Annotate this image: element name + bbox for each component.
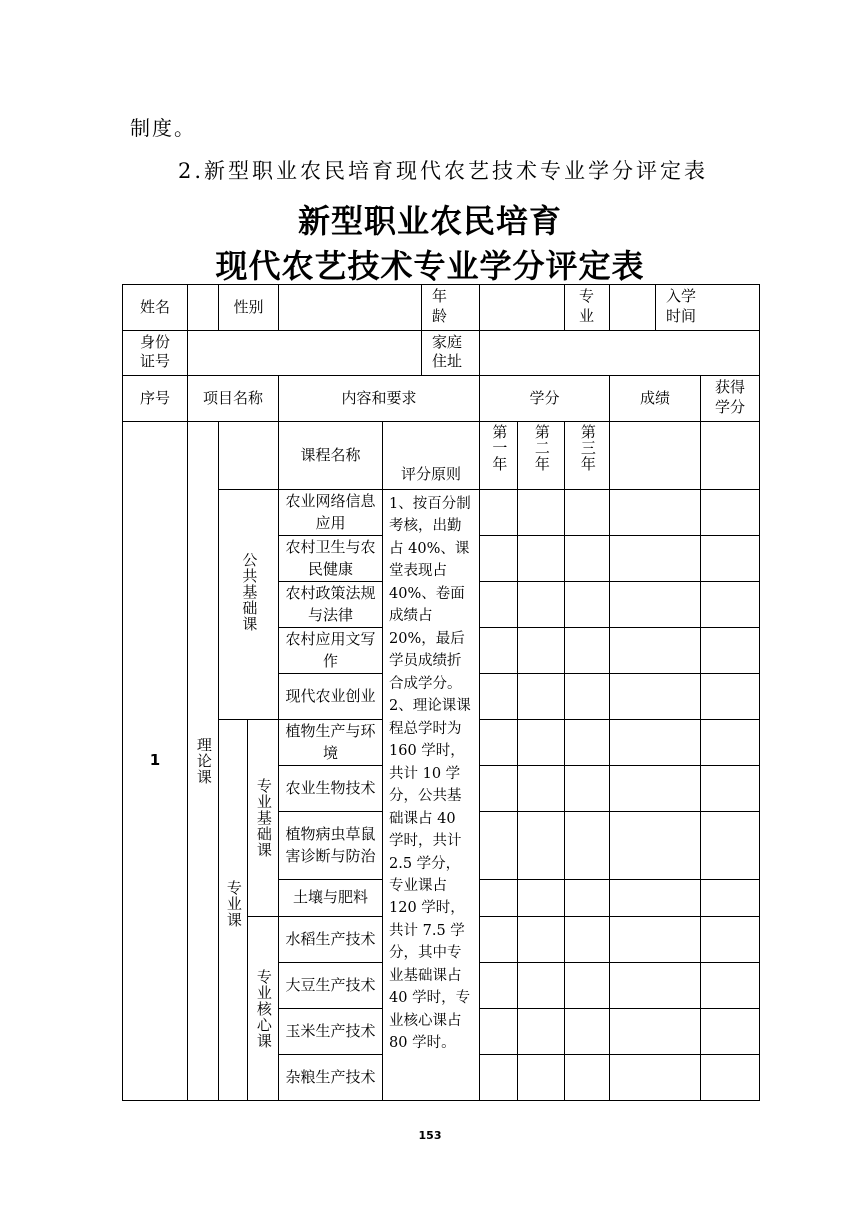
blank-subheader-cell <box>219 422 279 490</box>
course-name-header: 课程名称 <box>279 422 383 490</box>
page-number: 153 <box>418 1129 442 1142</box>
year3-cell[interactable] <box>565 880 610 917</box>
year2-header <box>518 422 565 490</box>
year1-cell[interactable] <box>480 582 518 628</box>
age-label-text: 年龄 <box>432 287 448 325</box>
year1-label: 第一年 <box>490 424 509 472</box>
age-value-cell[interactable] <box>480 285 565 331</box>
earned-cell[interactable] <box>701 917 760 963</box>
professional-label: 专业课 <box>224 880 243 928</box>
course-name: 农村政策法规与法律 <box>279 582 383 628</box>
score-cell[interactable] <box>610 582 701 628</box>
address-label-text: 家庭住址 <box>432 332 463 371</box>
major-label <box>565 285 610 331</box>
name-label: 姓名 <box>123 285 188 331</box>
course-name: 水稻生产技术 <box>279 917 383 963</box>
prof-core-label: 专业核心课 <box>254 968 273 1049</box>
public-label: 公共基础课 <box>240 552 259 632</box>
course-row <box>123 490 760 536</box>
year1-cell[interactable] <box>480 720 518 766</box>
score-cell[interactable] <box>610 536 701 582</box>
year3-cell[interactable] <box>565 963 610 1009</box>
year3-cell[interactable] <box>565 674 610 720</box>
score-cell[interactable] <box>610 422 701 490</box>
prof-core-cell <box>248 917 279 1101</box>
row-number: 1 <box>123 422 188 1101</box>
score-cell[interactable] <box>610 720 701 766</box>
year3-cell[interactable] <box>565 812 610 880</box>
earned-cell[interactable] <box>701 490 760 536</box>
earned-header <box>701 376 760 422</box>
info-row-1 <box>123 285 760 331</box>
sub-header-row <box>123 422 760 490</box>
year3-cell[interactable] <box>565 766 610 812</box>
year3-cell[interactable] <box>565 628 610 674</box>
score-cell[interactable] <box>610 963 701 1009</box>
public-cell <box>219 490 279 720</box>
course-name: 农村应用文写作 <box>279 628 383 674</box>
credit-evaluation-table <box>122 284 760 1101</box>
id-label <box>123 331 188 376</box>
seq-header: 序号 <box>123 376 188 422</box>
year1-header <box>480 422 518 490</box>
year1-cell[interactable] <box>480 490 518 536</box>
course-name: 植物生产与环境 <box>279 720 383 766</box>
year2-cell[interactable] <box>518 1009 565 1055</box>
section-title: 2.新型职业农民培育现代农艺技术专业学分评定表 <box>178 159 709 183</box>
earned-cell[interactable] <box>701 582 760 628</box>
score-cell[interactable] <box>610 917 701 963</box>
year3-cell[interactable] <box>565 917 610 963</box>
year2-cell[interactable] <box>518 674 565 720</box>
score-cell[interactable] <box>610 880 701 917</box>
course-name: 现代农业创业 <box>279 674 383 720</box>
score-cell[interactable] <box>610 1055 701 1101</box>
year3-cell[interactable] <box>565 536 610 582</box>
year1-cell[interactable] <box>480 536 518 582</box>
earned-cell[interactable] <box>701 1055 760 1101</box>
course-name: 农业生物技术 <box>279 766 383 812</box>
info-row-2 <box>123 331 760 376</box>
year3-cell[interactable] <box>565 1055 610 1101</box>
year3-cell[interactable] <box>565 582 610 628</box>
rule-text: 1、按百分制考核，出勤占 40%、课堂表现占 40%、卷面成绩占 20%，最后学员成绩折合成学分。 2、理论课课程总学时为 160 学时，共计 10 学分，公共基础课占 40 学时，共计 2.5 学分，专业课占 120 学时，共计 7.5 学分，其中专业基础课占 40 学时，专业核心课占 80 学时。 <box>383 490 480 1101</box>
score-cell[interactable] <box>610 674 701 720</box>
rule-header: 评分原则 <box>383 422 480 490</box>
score-header: 成绩 <box>610 376 701 422</box>
year2-cell[interactable] <box>518 963 565 1009</box>
theory-label: 理论课 <box>194 737 213 785</box>
major-label-text: 专业 <box>579 287 595 325</box>
earned-cell[interactable] <box>701 536 760 582</box>
credit-header: 学分 <box>480 376 610 422</box>
main-title-line2: 现代农艺技术专业学分评定表 <box>215 247 645 285</box>
id-value-cell[interactable] <box>188 331 422 376</box>
id-label-text: 身份证号 <box>139 332 170 371</box>
course-name: 农业网络信息应用 <box>279 490 383 536</box>
score-cell[interactable] <box>610 766 701 812</box>
earned-cell[interactable] <box>701 766 760 812</box>
age-label <box>422 285 480 331</box>
year2-cell[interactable] <box>518 628 565 674</box>
course-name: 大豆生产技术 <box>279 963 383 1009</box>
gender-value-cell[interactable] <box>279 285 422 331</box>
earned-cell[interactable] <box>701 880 760 917</box>
year2-cell[interactable] <box>518 917 565 963</box>
course-name: 玉米生产技术 <box>279 1009 383 1055</box>
earned-cell[interactable] <box>701 628 760 674</box>
year2-cell[interactable] <box>518 880 565 917</box>
main-title-line1: 新型职业农民培育 <box>297 202 562 240</box>
year2-cell[interactable] <box>518 720 565 766</box>
year3-cell[interactable] <box>565 1009 610 1055</box>
course-name: 土壤与肥料 <box>279 880 383 917</box>
year2-cell[interactable] <box>518 536 565 582</box>
score-cell[interactable] <box>610 1009 701 1055</box>
year1-cell[interactable] <box>480 880 518 917</box>
year1-cell[interactable] <box>480 963 518 1009</box>
course-name: 杂粮生产技术 <box>279 1055 383 1101</box>
enroll-label <box>656 285 760 331</box>
theory-cell <box>188 422 219 1101</box>
year3-cell[interactable] <box>565 720 610 766</box>
header-row <box>123 376 760 422</box>
earned-cell[interactable] <box>701 720 760 766</box>
year1-cell[interactable] <box>480 674 518 720</box>
year2-cell[interactable] <box>518 812 565 880</box>
year3-cell[interactable] <box>565 490 610 536</box>
prof-basic-label: 专业基础课 <box>254 778 273 858</box>
score-cell[interactable] <box>610 628 701 674</box>
year2-cell[interactable] <box>518 490 565 536</box>
gender-label: 性别 <box>219 285 279 331</box>
address-label <box>422 331 480 376</box>
year2-cell[interactable] <box>518 1055 565 1101</box>
earned-cell[interactable] <box>701 422 760 490</box>
year1-cell[interactable] <box>480 766 518 812</box>
earned-cell[interactable] <box>701 1009 760 1055</box>
year2-label: 第二年 <box>532 424 551 472</box>
year1-cell[interactable] <box>480 812 518 880</box>
intro-text: 制度。 <box>130 116 196 140</box>
year2-cell[interactable] <box>518 766 565 812</box>
score-cell[interactable] <box>610 490 701 536</box>
enroll-label-text: 入学时间 <box>666 287 697 325</box>
year1-cell[interactable] <box>480 1009 518 1055</box>
year2-cell[interactable] <box>518 582 565 628</box>
course-name-text: 植物病虫草鼠害诊断与防治 <box>285 824 376 865</box>
professional-cell <box>219 720 248 1101</box>
address-value-cell[interactable] <box>480 331 760 376</box>
year1-cell[interactable] <box>480 1055 518 1101</box>
major-value-cell[interactable] <box>610 285 656 331</box>
year3-label: 第三年 <box>578 424 597 472</box>
earned-cell[interactable] <box>701 674 760 720</box>
earned-cell[interactable] <box>701 963 760 1009</box>
project-header: 项目名称 <box>188 376 279 422</box>
year1-cell[interactable] <box>480 917 518 963</box>
content-header: 内容和要求 <box>279 376 480 422</box>
year3-header <box>565 422 610 490</box>
earned-cell[interactable] <box>701 812 760 880</box>
earned-header-text: 获得学分 <box>715 378 746 416</box>
year1-cell[interactable] <box>480 628 518 674</box>
name-value-cell[interactable] <box>188 285 219 331</box>
prof-basic-cell <box>248 720 279 917</box>
score-cell[interactable] <box>610 812 701 880</box>
course-name <box>279 812 383 880</box>
course-name: 农村卫生与农民健康 <box>279 536 383 582</box>
